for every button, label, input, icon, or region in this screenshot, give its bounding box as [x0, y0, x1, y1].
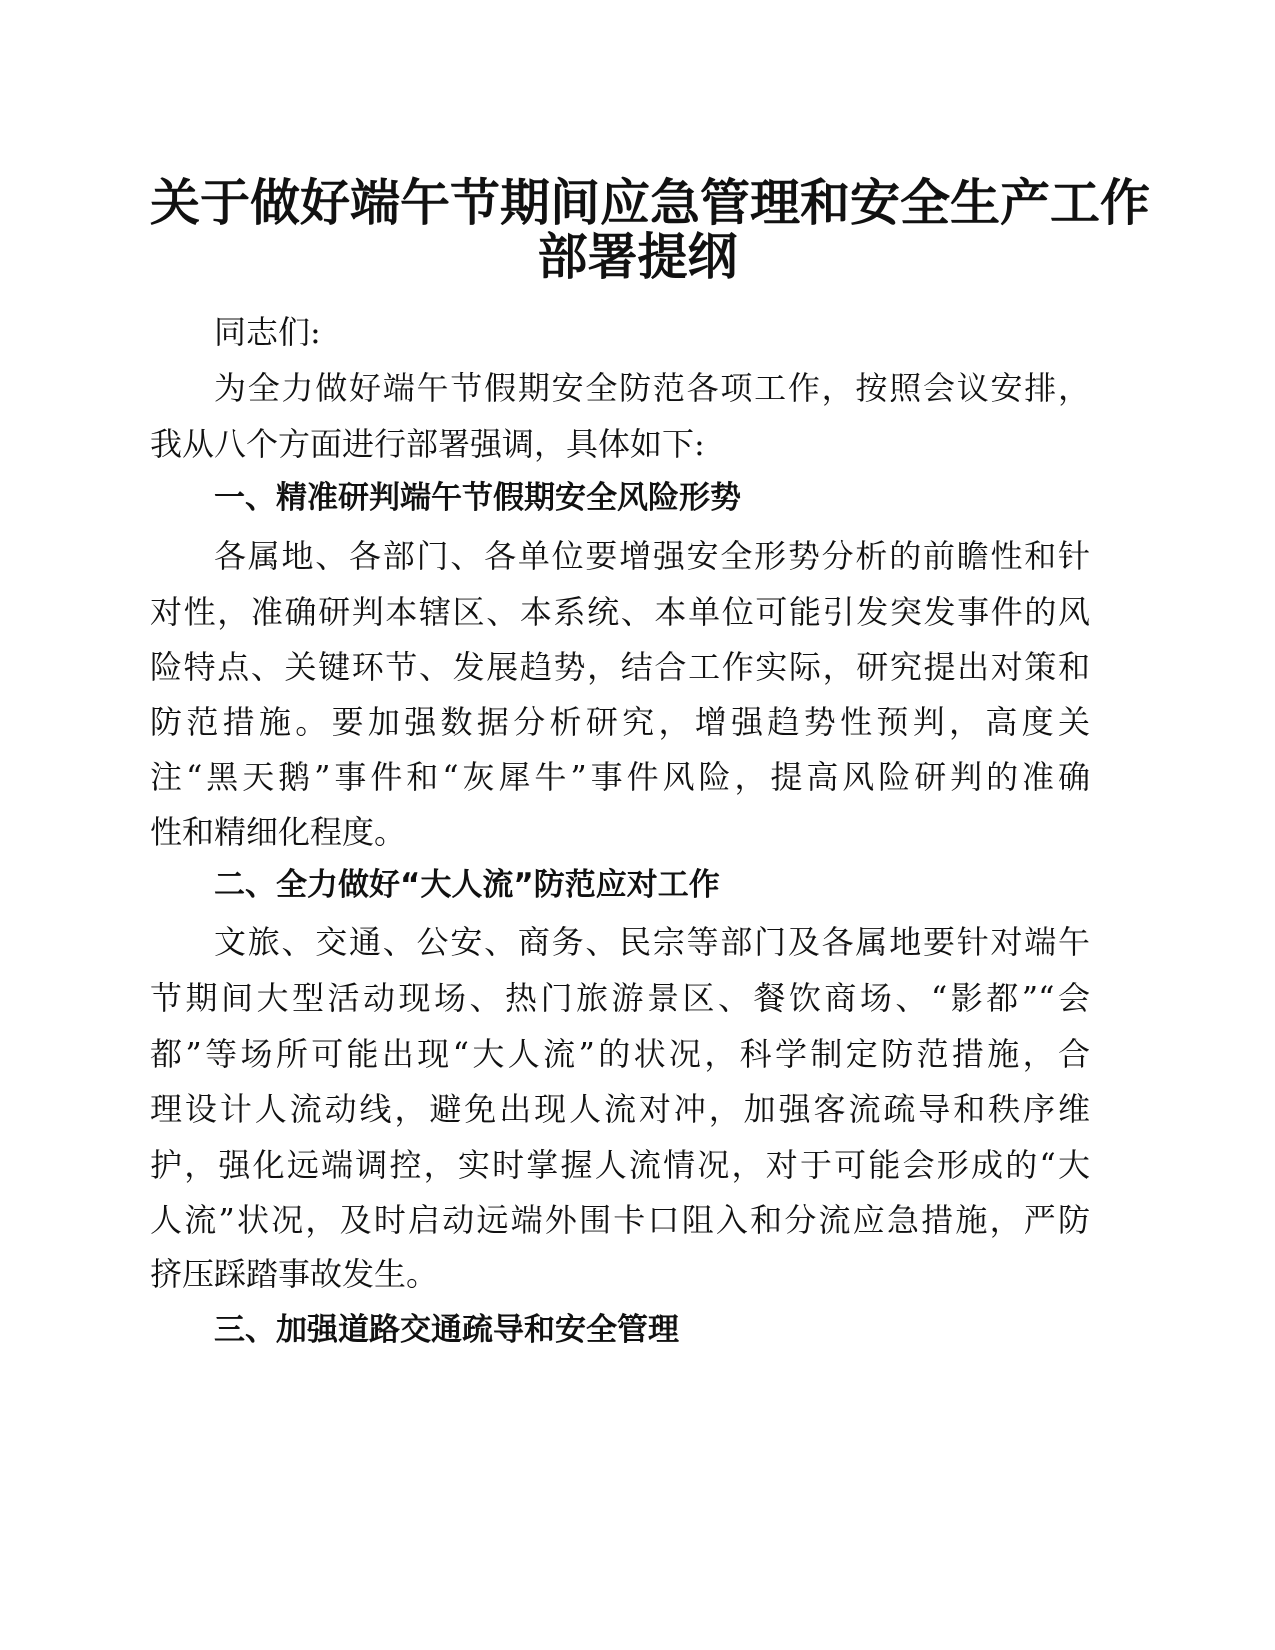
paragraph-line: 都”等场所可能出现“大人流”的状况，科学制定防范措施，合 — [150, 1035, 1090, 1073]
intro-line: 我从八个方面进行部署强调，具体如下: — [150, 425, 705, 463]
paragraph-line: 人流”状况，及时启动远端外围卡口阻入和分流应急措施，严防 — [150, 1201, 1090, 1239]
paragraph-line: 性和精细化程度。 — [150, 813, 407, 851]
paragraph-line: 险特点、关键环节、发展趋势，结合工作实际，研究提出对策和 — [150, 648, 1090, 686]
paragraph-line: 对性，准确研判本辖区、本系统、本单位可能引发突发事件的风 — [150, 593, 1090, 631]
paragraph-line: 节期间大型活动现场、热门旅游景区、餐饮商场、“影都”“会 — [150, 979, 1090, 1017]
section-heading-1: 一、精准研判端午节假期安全风险形势 — [214, 480, 741, 516]
document-title-line-2: 部署提纲 — [537, 227, 738, 286]
paragraph-line: 护，强化远端调控，实时掌握人流情况，对于可能会形成的“大 — [150, 1146, 1090, 1184]
paragraph-line: 文旅、交通、公安、商务、民宗等部门及各属地要针对端午 — [214, 923, 1090, 961]
section-heading-2: 二、全力做好“大人流”防范应对工作 — [214, 867, 720, 903]
document-title-line-1: 关于做好端午节期间应急管理和安全生产工作 — [150, 173, 1150, 232]
paragraph-line: 各属地、各部门、各单位要增强安全形势分析的前瞻性和针 — [214, 537, 1090, 575]
intro-line: 为全力做好端午节假期安全防范各项工作，按照会议安排， — [214, 369, 1090, 407]
paragraph-line: 理设计人流动线，避免出现人流对冲，加强客流疏导和秩序维 — [150, 1090, 1090, 1128]
paragraph-line: 注“黑天鹅”事件和“灰犀牛”事件风险，提高风险研判的准确 — [150, 758, 1090, 796]
paragraph-line: 防范措施。要加强数据分析研究，增强趋势性预判，高度关 — [150, 703, 1090, 741]
paragraph-line: 挤压踩踏事故发生。 — [150, 1255, 439, 1293]
greeting: 同志们: — [214, 313, 321, 351]
section-heading-3: 三、加强道路交通疏导和安全管理 — [214, 1312, 679, 1348]
